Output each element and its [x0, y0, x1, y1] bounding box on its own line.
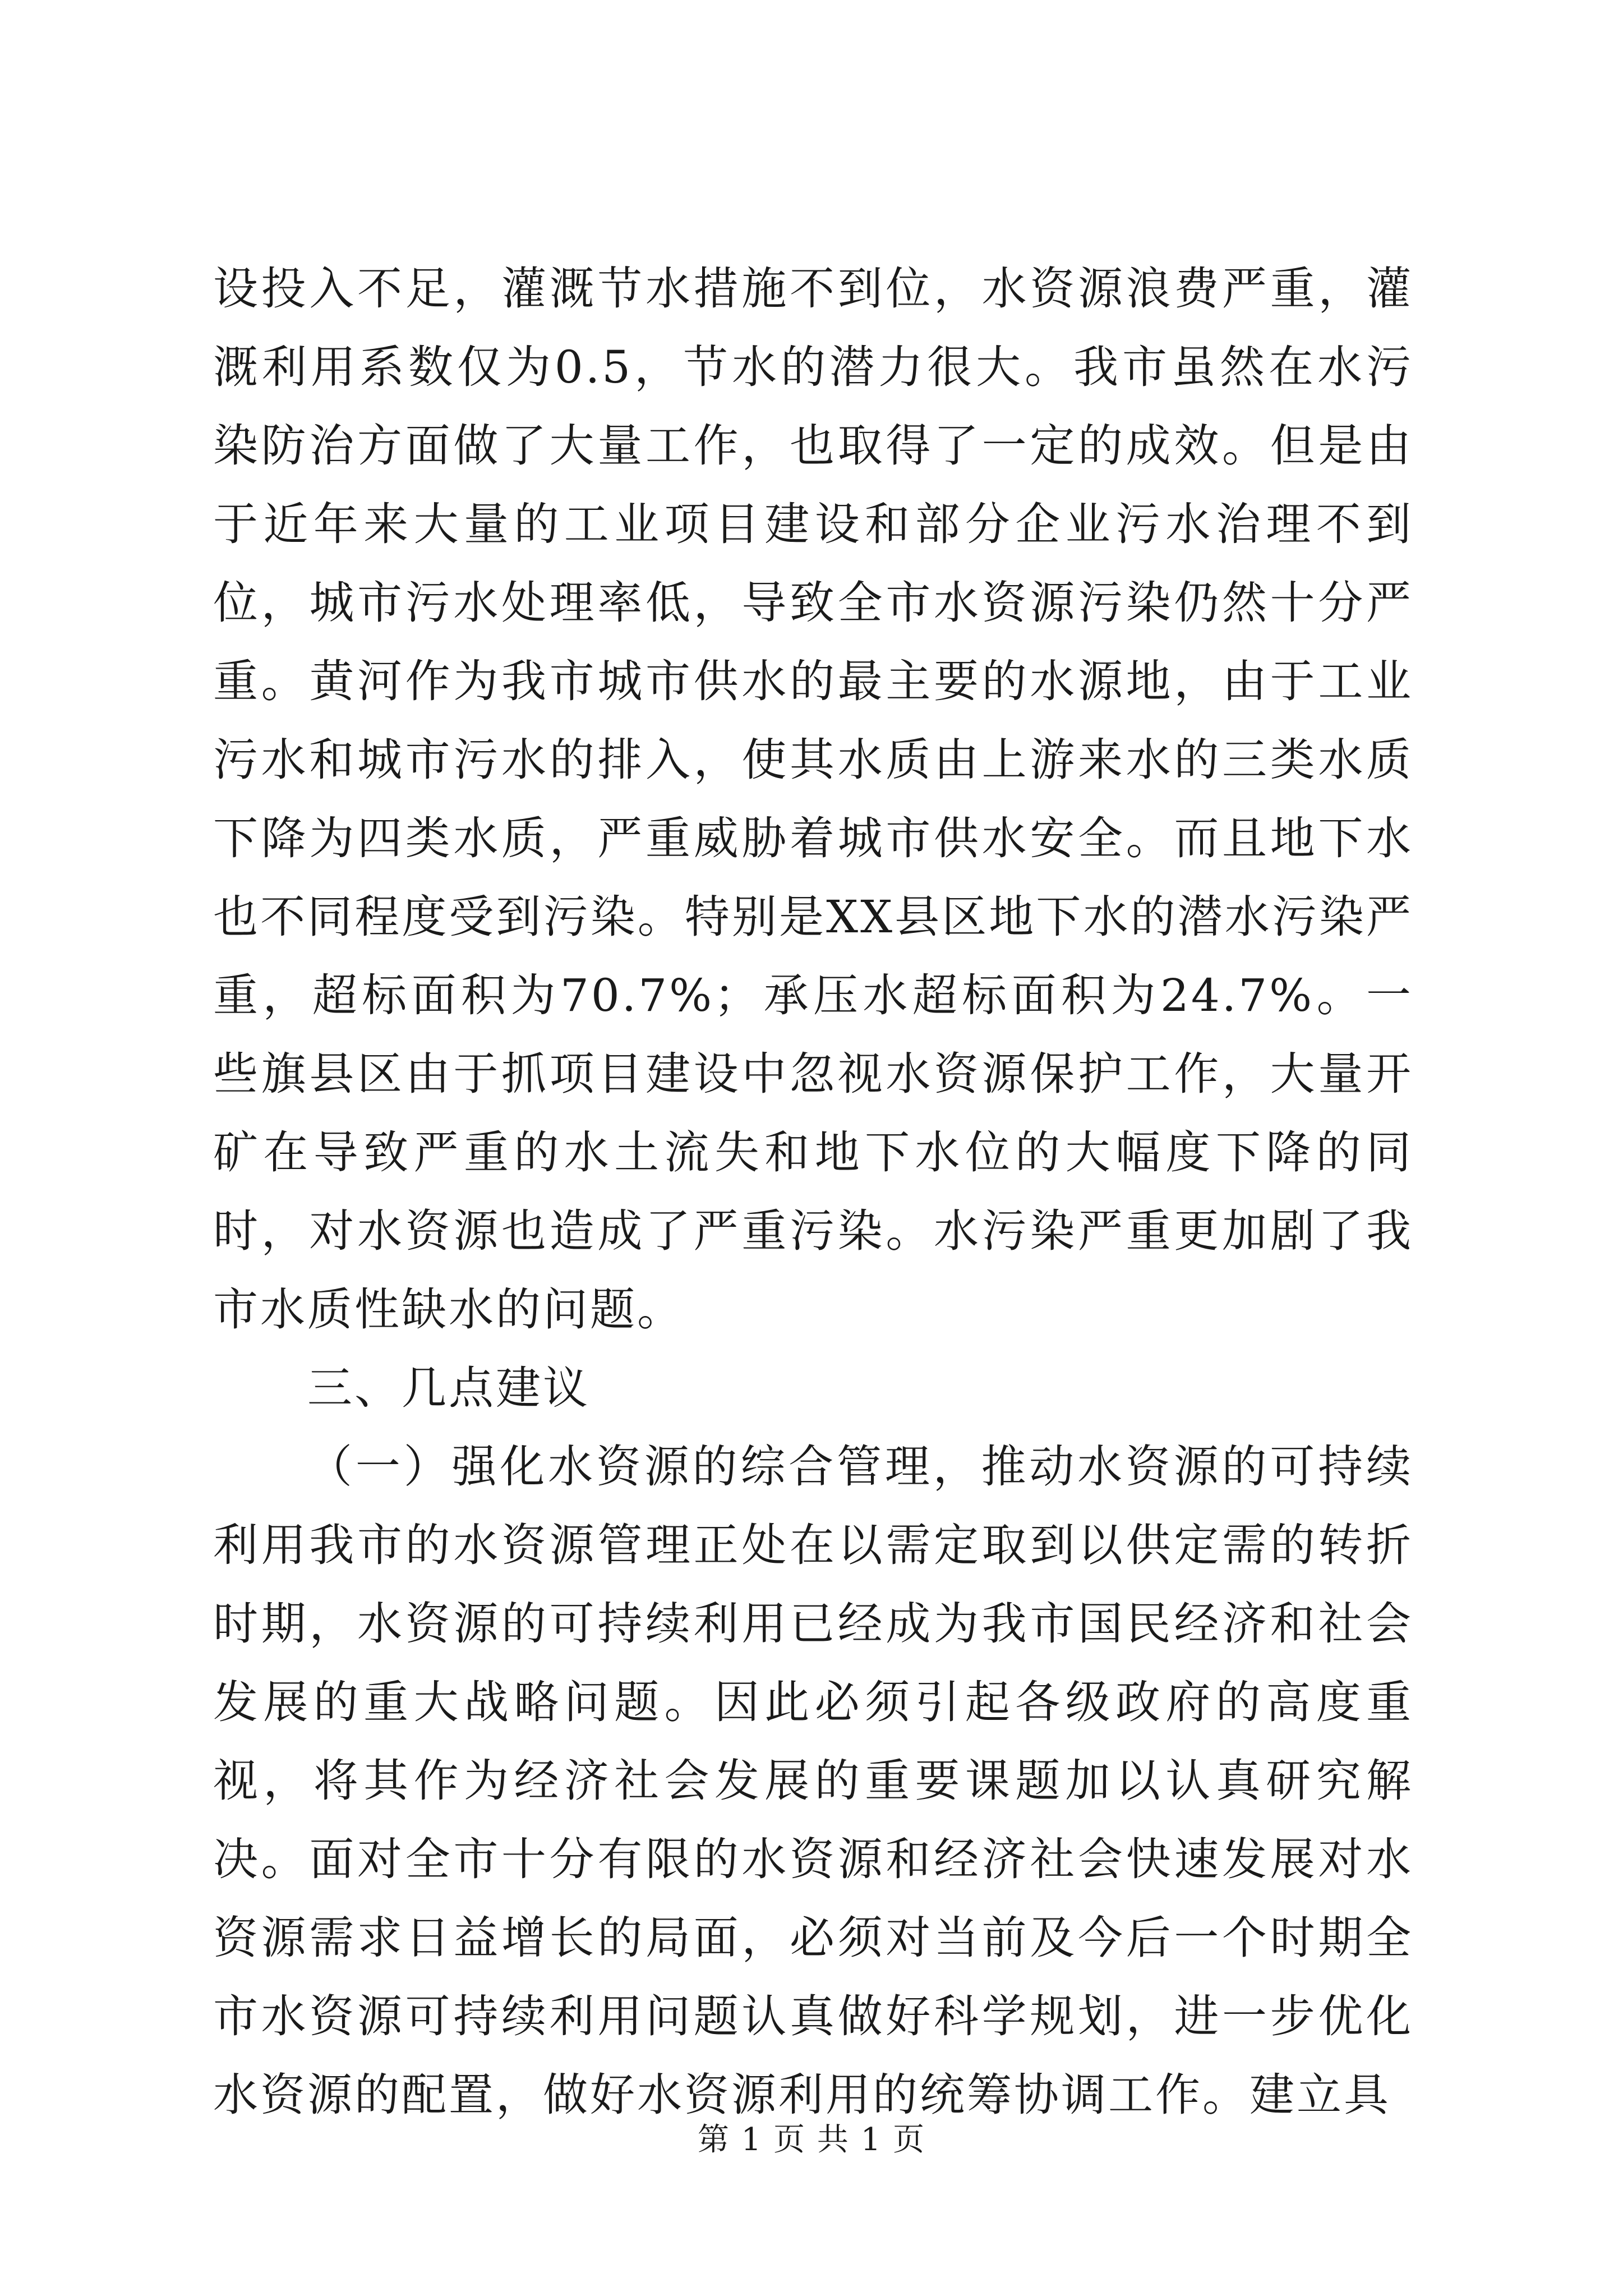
paragraph-water-pollution: 设投入不足，灌溉节水措施不到位，水资源浪费严重，灌溉利用系数仅为0.5，节水的潜力很大。我市虽然在水污染防治方面做了大量工作，也取得了一定的成效。但是由于近年来大量的工业项目建设和部分企业污水治理不到位，城市污水处理率低，导致全市水资源污染仍然十分严重。黄河作为我市城市供水的最主要的水源地，由于工业污水和城市污水的排入，使其水质由上游来水的三类水质下降为四类水质，严重威胁着城市供水安全。而且地下水也不同程度受到污染。特别是XX县区地下水的潜水污染严重，超标面积为70.7%；承压水超标面积为24.7%。一些旗县区由于抓项目建设中忽视水资源保护工作，大量开矿在导致严重的水土流失和地下水位的大幅度下降的同时，对水资源也造成了严重污染。水污染严重更加剧了我市水质性缺水的问题。 [213, 263, 1413, 1336]
section-heading-suggestions: 三、几点建议 [307, 1362, 590, 1414]
page-footer: 第 1 页 共 1 页 [697, 2122, 926, 2158]
document-body [213, 250, 1413, 2134]
paragraph-water-management: （一）强化水资源的综合管理，推动水资源的可持续利用我市的水资源管理正处在以需定取到以供定需的转折时期，水资源的可持续利用已经成为我市国民经济和社会发展的重大战略问题。因此必须引起各级政府的高度重视，将其作为经济社会发展的重要课题加以认真研究解决。面对全市十分有限的水资源和经济社会快速发展对水资源需求日益增长的局面，必须对当前及今后一个时期全市水资源可持续利用问题认真做好科学规划，进一步优化水资源的配置，做好水资源利用的统筹协调工作。建立具 [213, 1441, 1413, 2121]
